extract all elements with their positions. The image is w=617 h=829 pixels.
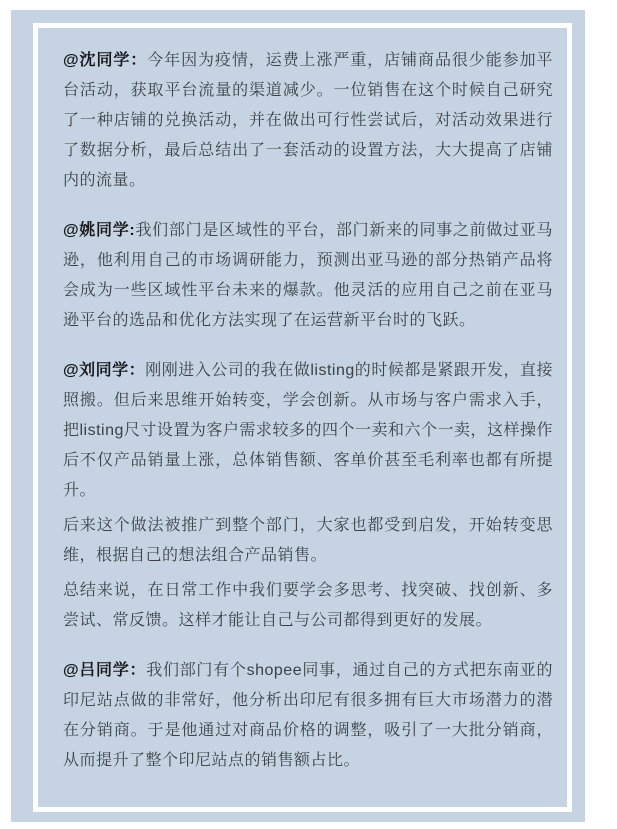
paragraph-text: 我们部门有个shopee同事，通过自己的方式把东南亚的印尼站点做的非常好，他分析出印尼有很多拥有巨大市场潜力的潜在分销商。于是他通过对商品价格的调整，吸引了一大批分销商，从而提升了整个印尼站点的销售额占比。 [63,662,554,769]
post-paragraph: 总结来说，在日常工作中我们要学会多思考、找突破、找创新、多尝试、常反馈。这样才能让自己与公司都得到更好的发展。 [63,582,553,629]
white-inner-frame [33,23,572,812]
post-shen [63,46,553,196]
post-paragraph [63,656,553,776]
paragraph-text: 今年因为疫情，运费上涨严重，店铺商品很少能参加平台活动，获取平台流量的渠道减少。一位销售在这个时候自己研究了一种店铺的兑换活动，并在做出可行性尝试后，对活动效果进行了数据分析，最后总结出了一套活动的设置方法，大大提高了店铺内的流量。 [63,52,553,189]
paragraph-text: 我们部门是区域性的平台，部门新来的同事之前做过亚马逊，他利用自己的市场调研能力，预测出亚马逊的部分热销产品将会成为一些区域性平台未来的爆款。他灵活的应用自己之前在亚马逊平台的选品和优化方法实现了在运营新平台时的飞跃。 [63,222,553,329]
post-paragraph: 后来这个做法被推广到整个部门，大家也都受到启发，开始转变思维，根据自己的想法组合产品销售。 [63,517,553,564]
paragraph-text: 刚刚进入公司的我在做listing的时候都是紧跟开发，直接照搬。但后来思维开始转变，学会创新。从市场与客户需求入手，把listing尺寸设置为客户需求较多的四个一卖和六个一卖，这样操作后不仅产品销量上涨，总体销售额、客单价甚至毛利率也都有所提升。 [63,362,553,499]
post-yao [63,216,553,336]
author-name: @姚同学: [63,222,136,239]
testimonial-list [38,28,567,776]
author-name: @沈同学： [63,52,148,69]
post-paragraph [63,356,553,506]
post-paragraph [63,46,553,196]
author-name: @刘同学： [63,362,146,379]
author-name: @吕同学： [63,662,147,679]
post-lv [63,656,553,776]
post-liu [63,356,553,636]
blue-panel [11,10,585,822]
post-paragraph [63,216,553,336]
